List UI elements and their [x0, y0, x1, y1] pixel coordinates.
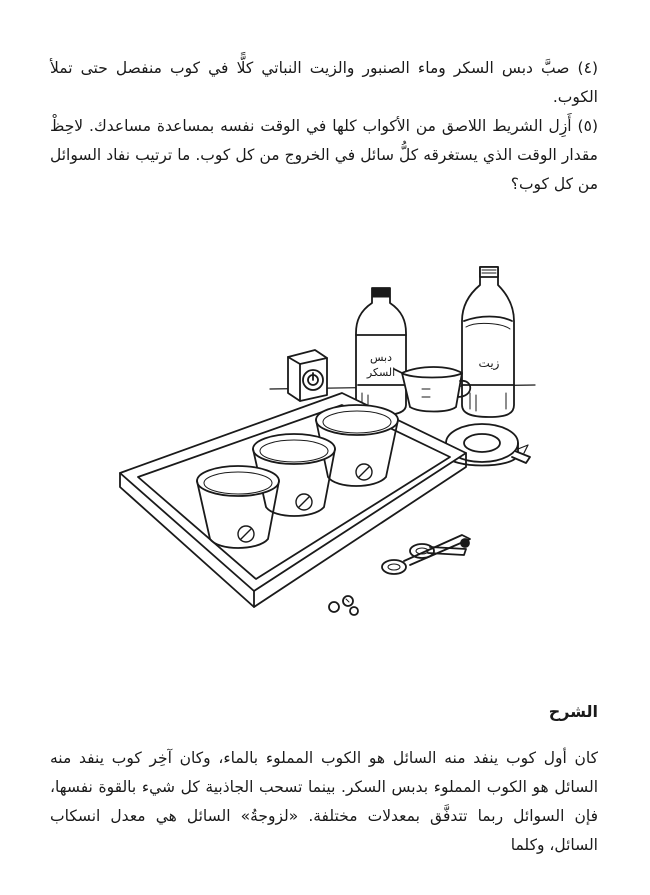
- explanation-heading: الشرح: [548, 702, 598, 721]
- bottle-molasses-label: دبس: [370, 351, 392, 364]
- scissors-icon: [382, 535, 470, 574]
- step-text: أَزِل الشريط اللاصق من الأكواب كلها في الوقت نفسه بمساعدة مساعدك. لاحِظْ مقدار الوقت الذي يستغرقه كلُّ سائل في الخروج من كل كوب. ما ترتيب نفاد السوائل من كل كوب؟: [50, 117, 598, 193]
- step-text: صبَّ دبس السكر وماء الصنبور والزيت النباتي كلًّا في كوب منفصل حتى تملأ الكوب.: [50, 59, 598, 106]
- experiment-illustration: [110, 255, 540, 625]
- step-number: (٥): [577, 117, 598, 135]
- explanation-text: كان أول كوب ينفد منه السائل هو الكوب المملوء بالماء، وكان آخِر كوب ينفد منه السائل هو الكوب المملوء بدبس السكر. بينما تسحب الجاذبية كل شيء بالقوة نفسها، فإن السوائل ربما تتدفَّق بمعدلات مختلفة. «لزوجةُ» السائل هي معدل انسكاب السائل، وكلما: [50, 749, 598, 854]
- tape-roll-icon: [446, 424, 530, 466]
- step-5: [50, 112, 598, 199]
- bottle-molasses-label: السكر: [366, 366, 396, 379]
- marbles-icon: [329, 596, 358, 615]
- tray-icon: [120, 393, 466, 607]
- bottle-icon: [462, 267, 514, 417]
- explanation-body: [50, 744, 598, 860]
- timer-icon: [288, 350, 327, 401]
- step-4: [50, 54, 598, 112]
- bottle-icon: [356, 288, 406, 415]
- bottle-oil-label: زيت: [478, 356, 500, 370]
- step-number: (٤): [577, 59, 598, 77]
